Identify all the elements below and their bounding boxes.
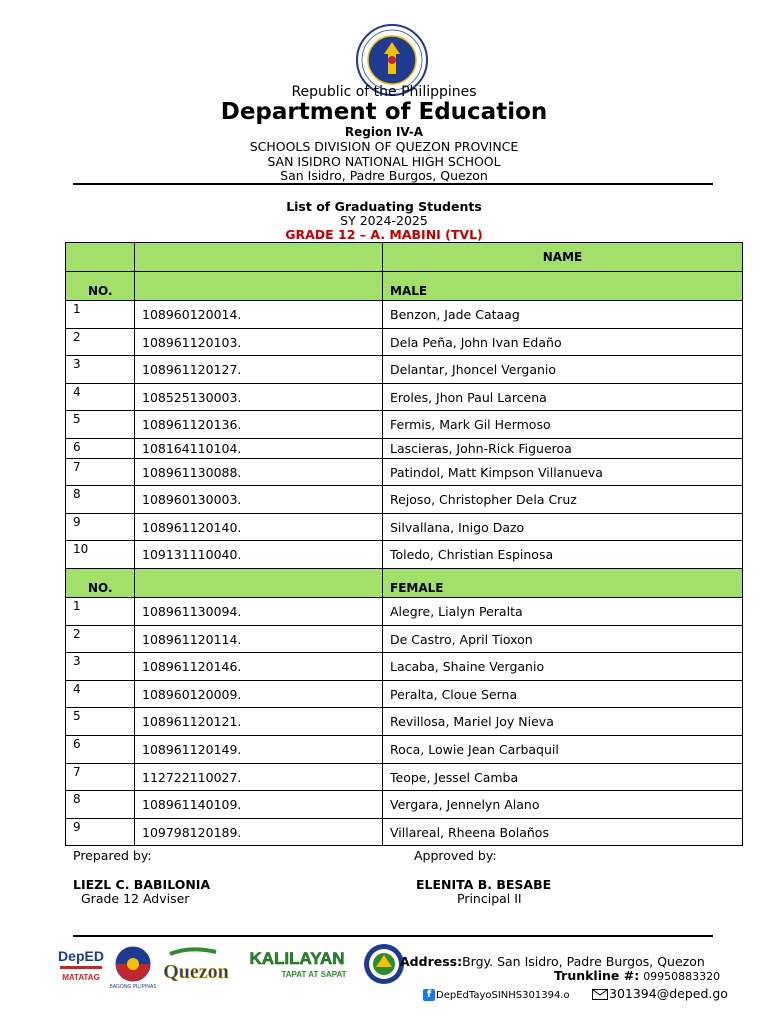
header-divider bbox=[73, 183, 713, 185]
approved-by-title: Principal II bbox=[457, 891, 522, 906]
kalilayan-text: KALILAYAN bbox=[249, 949, 345, 968]
student-lrn: 108961120121. bbox=[135, 708, 383, 736]
student-row bbox=[66, 301, 743, 329]
student-lrn: 108961140109. bbox=[135, 791, 383, 819]
student-number: 5 bbox=[66, 411, 135, 439]
student-lrn: 108961130088. bbox=[135, 459, 383, 486]
student-lrn: 108960120009. bbox=[135, 681, 383, 708]
student-row bbox=[66, 736, 743, 764]
student-name: Rejoso, Christopher Dela Cruz bbox=[383, 486, 743, 514]
student-number: 3 bbox=[66, 653, 135, 681]
student-name: Vergara, Jennelyn Alano bbox=[383, 791, 743, 819]
male-label: MALE bbox=[383, 272, 743, 301]
address-label: Address: bbox=[400, 954, 463, 969]
student-lrn: 109131110040. bbox=[135, 541, 383, 569]
student-lrn: 108961130094. bbox=[135, 598, 383, 626]
address-value: Brgy. San Isidro, Padre Burgos, Quezon bbox=[462, 954, 705, 969]
deped-matatag-logo bbox=[58, 944, 104, 984]
address-line bbox=[400, 954, 705, 969]
student-row bbox=[66, 459, 743, 486]
student-row bbox=[66, 708, 743, 736]
male-header-row bbox=[66, 272, 743, 301]
student-name: Villareal, Rheena Bolaños bbox=[383, 819, 743, 846]
kalilayan-sub-text: TAPAT AT SAPAT bbox=[281, 970, 347, 979]
student-name: Lascieras, John-Rick Figueroa bbox=[383, 439, 743, 459]
student-number: 10 bbox=[66, 541, 135, 569]
student-number: 6 bbox=[66, 439, 135, 459]
student-lrn: 108164110104. bbox=[135, 439, 383, 459]
no-header: NO. bbox=[66, 272, 135, 301]
student-lrn: 109798120189. bbox=[135, 819, 383, 846]
student-number: 6 bbox=[66, 736, 135, 764]
female-header-row bbox=[66, 569, 743, 598]
student-number: 7 bbox=[66, 764, 135, 791]
no-header: NO. bbox=[66, 569, 135, 598]
student-name: Peralta, Cloue Serna bbox=[383, 681, 743, 708]
student-lrn: 112722110027. bbox=[135, 764, 383, 791]
student-name: Toledo, Christian Espinosa bbox=[383, 541, 743, 569]
student-row bbox=[66, 384, 743, 411]
student-row bbox=[66, 819, 743, 846]
student-row bbox=[66, 329, 743, 356]
student-lrn: 108961120127. bbox=[135, 356, 383, 384]
student-number: 8 bbox=[66, 791, 135, 819]
mail-icon bbox=[592, 988, 608, 999]
student-name: Silvallana, Inigo Dazo bbox=[383, 514, 743, 541]
student-row bbox=[66, 514, 743, 541]
student-name: Delantar, Jhoncel Verganio bbox=[383, 356, 743, 384]
student-name: Patindol, Matt Kimpson Villanueva bbox=[383, 459, 743, 486]
bagong-pilipinas-logo bbox=[110, 944, 156, 990]
student-number: 8 bbox=[66, 486, 135, 514]
school-name: SAN ISIDRO NATIONAL HIGH SCHOOL bbox=[267, 154, 501, 169]
name-header-row bbox=[66, 243, 743, 272]
header-blank bbox=[135, 569, 383, 598]
student-row bbox=[66, 791, 743, 819]
student-row bbox=[66, 486, 743, 514]
deped-logo-text: DepED bbox=[58, 948, 104, 964]
student-lrn: 108961120146. bbox=[135, 653, 383, 681]
student-number: 9 bbox=[66, 819, 135, 846]
student-lrn: 108961120114. bbox=[135, 626, 383, 653]
prepared-by-label: Prepared by: bbox=[73, 848, 152, 863]
student-lrn: 108960120014. bbox=[135, 301, 383, 329]
prepared-by-name: LIEZL C. BABILONIA bbox=[73, 877, 211, 892]
student-row bbox=[66, 764, 743, 791]
approved-by-name: ELENITA B. BESABE bbox=[416, 877, 552, 892]
student-lrn: 108960130003. bbox=[135, 486, 383, 514]
facebook-handle: DepEdTayoSINHS301394.o bbox=[436, 989, 570, 1001]
school-logo bbox=[363, 943, 405, 985]
department-title: Department of Education bbox=[220, 99, 548, 125]
student-name: Teope, Jessel Camba bbox=[383, 764, 743, 791]
student-row bbox=[66, 541, 743, 569]
matatag-logo-text: MATATAG bbox=[62, 973, 100, 982]
name-header: NAME bbox=[383, 243, 743, 272]
student-name: Dela Peña, John Ivan Edaño bbox=[383, 329, 743, 356]
student-number: 5 bbox=[66, 708, 135, 736]
student-row bbox=[66, 598, 743, 626]
female-label: FEMALE bbox=[383, 569, 743, 598]
email-address: 301394@deped.go bbox=[609, 986, 728, 1001]
student-name: Fermis, Mark Gil Hermoso bbox=[383, 411, 743, 439]
student-number: 9 bbox=[66, 514, 135, 541]
student-number: 7 bbox=[66, 459, 135, 486]
student-name: Roca, Lowie Jean Carbaquil bbox=[383, 736, 743, 764]
student-number: 1 bbox=[66, 598, 135, 626]
student-row bbox=[66, 411, 743, 439]
list-title: List of Graduating Students bbox=[286, 199, 482, 214]
student-number: 2 bbox=[66, 329, 135, 356]
student-lrn: 108525130003. bbox=[135, 384, 383, 411]
student-name: Lacaba, Shaine Verganio bbox=[383, 653, 743, 681]
bagong-pilipinas-text: BAGONG PILIPINAS bbox=[110, 984, 156, 990]
email-line[interactable] bbox=[592, 986, 728, 1001]
student-lrn: 108961120140. bbox=[135, 514, 383, 541]
student-lrn: 108961120136. bbox=[135, 411, 383, 439]
deped-quezon-logo bbox=[160, 946, 232, 986]
trunkline-line bbox=[554, 968, 720, 983]
student-row bbox=[66, 439, 743, 459]
student-number: 4 bbox=[66, 681, 135, 708]
trunkline-label: Trunkline #: bbox=[554, 968, 640, 983]
header-blank bbox=[135, 243, 383, 272]
student-lrn: 108961120149. bbox=[135, 736, 383, 764]
student-number: 2 bbox=[66, 626, 135, 653]
student-name: De Castro, April Tioxon bbox=[383, 626, 743, 653]
student-number: 4 bbox=[66, 384, 135, 411]
header-blank bbox=[66, 243, 135, 272]
quezon-logo-text: Quezon bbox=[163, 961, 229, 983]
trunkline-value: 09950883320 bbox=[643, 970, 721, 983]
facebook-icon: f bbox=[423, 989, 435, 1001]
footer-divider bbox=[73, 935, 713, 937]
student-name: Revillosa, Mariel Joy Nieva bbox=[383, 708, 743, 736]
student-name: Eroles, Jhon Paul Larcena bbox=[383, 384, 743, 411]
student-name: Benzon, Jade Cataag bbox=[383, 301, 743, 329]
student-row bbox=[66, 356, 743, 384]
student-lrn: 108961120103. bbox=[135, 329, 383, 356]
republic-label: Republic of the Philippines bbox=[291, 84, 477, 100]
region-label: Region IV-A bbox=[344, 125, 424, 139]
section-title: GRADE 12 – A. MABINI (TVL) bbox=[285, 227, 483, 242]
approved-by-label: Approved by: bbox=[414, 848, 497, 863]
header-blank bbox=[135, 272, 383, 301]
student-row bbox=[66, 681, 743, 708]
kalilayan-logo bbox=[234, 946, 360, 980]
school-location: San Isidro, Padre Burgos, Quezon bbox=[280, 168, 488, 183]
students-table bbox=[65, 242, 743, 846]
school-year: SY 2024-2025 bbox=[340, 213, 428, 228]
prepared-by-title: Grade 12 Adviser bbox=[81, 891, 190, 906]
student-name: Alegre, Lialyn Peralta bbox=[383, 598, 743, 626]
student-row bbox=[66, 653, 743, 681]
facebook-line[interactable] bbox=[423, 989, 570, 1001]
student-row bbox=[66, 626, 743, 653]
division-label: SCHOOLS DIVISION OF QUEZON PROVINCE bbox=[249, 139, 519, 154]
student-number: 3 bbox=[66, 356, 135, 384]
student-number: 1 bbox=[66, 301, 135, 329]
